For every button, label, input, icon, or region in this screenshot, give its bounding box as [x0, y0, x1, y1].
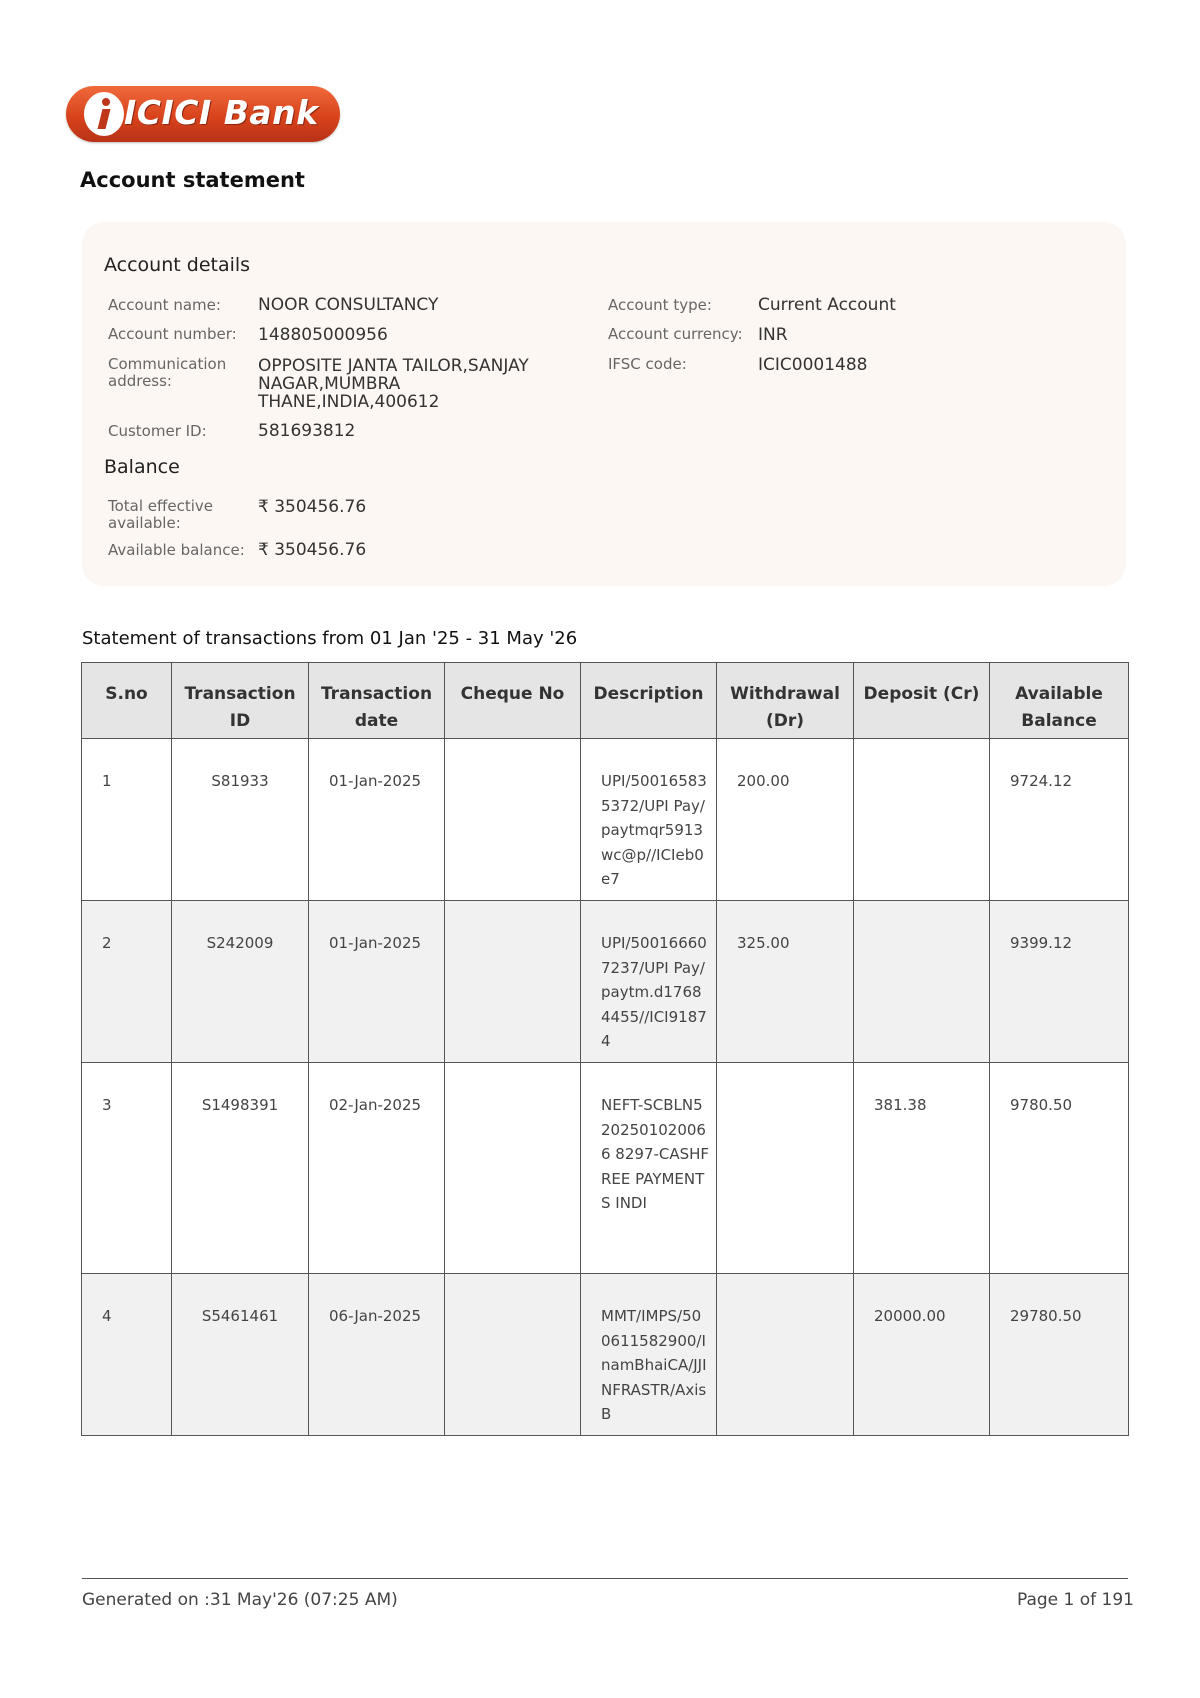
column-header: Transaction ID [172, 663, 309, 739]
description-cell: UPI/500165835372/UPI Pay/paytmqr5913wc@p//ICIeb0e7 [581, 739, 717, 901]
table-row [82, 1063, 1129, 1274]
cheque-cell [445, 901, 581, 1063]
cheque-cell [445, 1274, 581, 1436]
transactions-table [81, 662, 1129, 1436]
deposit-cell: 20000.00 [854, 1274, 990, 1436]
column-header: Available Balance [990, 663, 1129, 739]
address-value: OPPOSITE JANTA TAILOR,SANJAY NAGAR,MUMBRA THANE,INDIA,400612 [258, 356, 529, 412]
account-details-heading: Account details [104, 254, 251, 276]
total-effective-label: Total effective available: [108, 497, 213, 532]
available-balance-value: ₹ 350456.76 [258, 540, 367, 560]
description-cell: MMT/IMPS/500611582900/InamBhaiCA/JJINFRASTR/Axis B [581, 1274, 717, 1436]
total-effective-value: ₹ 350456.76 [258, 497, 367, 517]
description-cell: UPI/500166607237/UPI Pay/paytm.d17684455//ICI91874 [581, 901, 717, 1063]
withdrawal-cell [717, 1274, 854, 1436]
ifsc-code-value: ICIC0001488 [758, 355, 868, 375]
logo-text: ICICI Bank [124, 93, 319, 132]
date-cell: 01-Jan-2025 [309, 739, 445, 901]
available-balance-label: Available balance: [108, 541, 245, 559]
table-row [82, 1274, 1129, 1436]
account-number-value: 148805000956 [258, 325, 388, 345]
icici-bank-logo [66, 86, 340, 142]
txn-id-cell: S81933 [172, 739, 309, 901]
page-title: Account statement [80, 168, 305, 192]
statement-title: Statement of transactions from 01 Jan '25 - 31 May '26 [82, 628, 578, 649]
account-name-label: Account name: [108, 296, 221, 314]
txn-id-cell: S5461461 [172, 1274, 309, 1436]
balance-cell: 9724.12 [990, 739, 1129, 901]
column-header: Transaction date [309, 663, 445, 739]
page-number: Page 1 of 191 [1016, 1590, 1134, 1610]
date-cell: 01-Jan-2025 [309, 901, 445, 1063]
account-number-label: Account number: [108, 325, 237, 343]
balance-heading: Balance [104, 456, 180, 478]
account-type-value: Current Account [758, 295, 896, 315]
table-row [82, 901, 1129, 1063]
column-header: Description [581, 663, 717, 739]
generated-on-text: Generated on :31 May'26 (07:25 AM) [82, 1590, 398, 1610]
column-header: Deposit (Cr) [854, 663, 990, 739]
deposit-cell [854, 739, 990, 901]
table-header-row [82, 663, 1129, 739]
sno-cell: 4 [82, 1274, 172, 1436]
withdrawal-cell: 325.00 [717, 901, 854, 1063]
column-header: Cheque No [445, 663, 581, 739]
sno-cell: 3 [82, 1063, 172, 1274]
description-cell: NEFT-SCBLN5202501020066 8297-CASHFREE PAYMENTS INDI [581, 1063, 717, 1274]
column-header: Withdrawal (Dr) [717, 663, 854, 739]
account-currency-label: Account currency: [608, 325, 743, 343]
footer-divider [82, 1578, 1128, 1579]
deposit-cell: 381.38 [854, 1063, 990, 1274]
deposit-cell [854, 901, 990, 1063]
balance-cell: 9780.50 [990, 1063, 1129, 1274]
txn-id-cell: S242009 [172, 901, 309, 1063]
sno-cell: 2 [82, 901, 172, 1063]
date-cell: 06-Jan-2025 [309, 1274, 445, 1436]
account-name-value: NOOR CONSULTANCY [258, 295, 439, 315]
balance-cell: 9399.12 [990, 901, 1129, 1063]
table-row [82, 739, 1129, 901]
txn-id-cell: S1498391 [172, 1063, 309, 1274]
customer-id-label: Customer ID: [108, 422, 207, 440]
account-currency-value: INR [758, 325, 788, 345]
withdrawal-cell [717, 1063, 854, 1274]
account-details-card [82, 222, 1126, 586]
balance-cell: 29780.50 [990, 1274, 1129, 1436]
address-label: Communication address: [108, 355, 227, 390]
customer-id-value: 581693812 [258, 421, 356, 441]
date-cell: 02-Jan-2025 [309, 1063, 445, 1274]
sno-cell: 1 [82, 739, 172, 901]
column-header: S.no [82, 663, 172, 739]
icici-i-icon [84, 92, 124, 136]
withdrawal-cell: 200.00 [717, 739, 854, 901]
cheque-cell [445, 739, 581, 901]
cheque-cell [445, 1063, 581, 1274]
account-type-label: Account type: [608, 296, 712, 314]
ifsc-code-label: IFSC code: [608, 355, 687, 373]
